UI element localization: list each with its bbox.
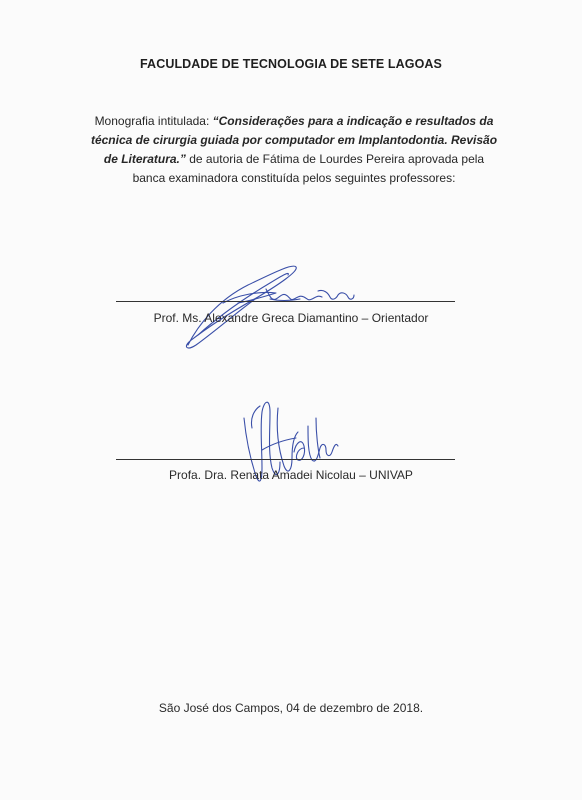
handwritten-signature-icon [178,255,358,355]
approval-prefix: Monografia intitulada: [94,114,213,128]
institution-title: FACULDADE DE TECNOLOGIA DE SETE LAGOAS [140,57,442,71]
signature-line-1 [116,301,455,302]
monograph-title: “Considerações para a indicação e resultados da técnica de cirurgia guiada por computador em Implantodontia. Revisão de Literatura.” [90,114,498,166]
approval-statement [86,112,502,188]
approval-suffix: de autoria de Fátima de Lourdes Pereira aprovada pela banca examinadora constituída pelos seguintes professores: [132,152,485,185]
signatory-name-1: Prof. Ms. Alexandre Greca Diamantino – Orientador [153,311,429,325]
place-date: São José dos Campos, 04 de dezembro de 2018. [158,701,424,715]
signature-line-2 [116,459,455,460]
signatory-name-2: Profa. Dra. Renata Amadei Nicolau – UNIVAP [169,468,413,482]
